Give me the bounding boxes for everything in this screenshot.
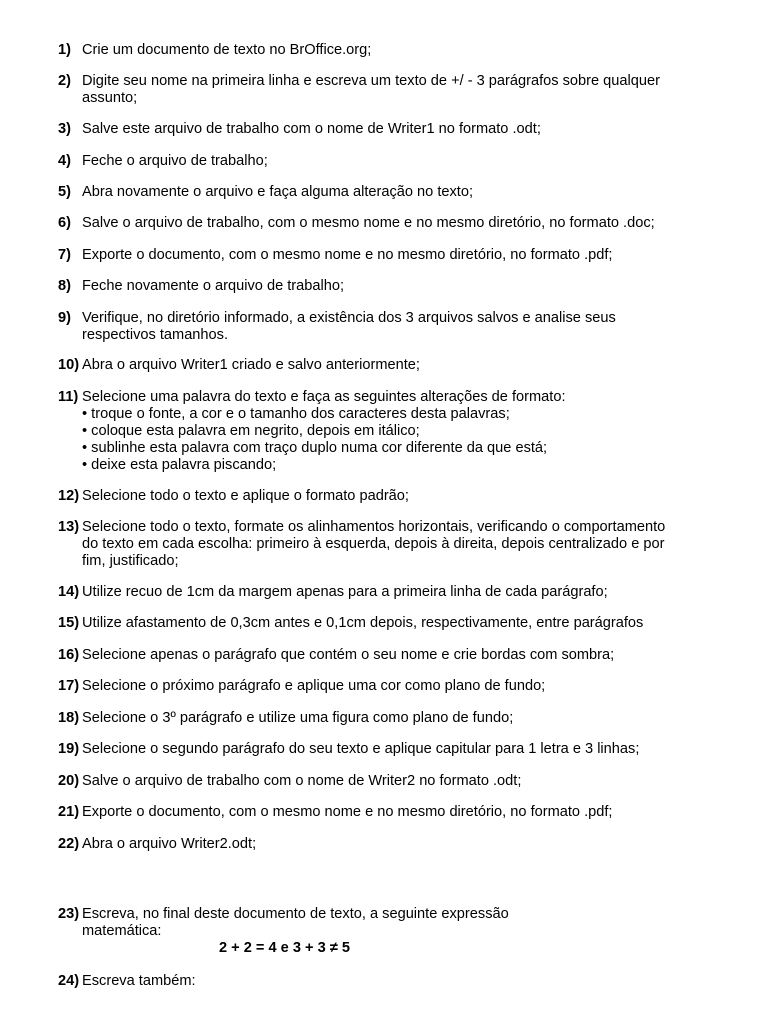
- text-line: Verifique, no diretório informado, a existência dos 3 arquivos salvos e analise seus: [82, 310, 616, 326]
- text-line: Exporte o documento, com o mesmo nome e no mesmo diretório, no formato .pdf;: [82, 804, 613, 820]
- item-text: [82, 973, 722, 990]
- text-line: matemática:: [82, 923, 162, 939]
- item-text: [82, 584, 722, 601]
- text-line: do texto em cada escolha: primeiro à esquerda, depois à direita, depois centralizado e por: [82, 536, 665, 552]
- item-number: 19): [58, 741, 80, 757]
- item-text: [82, 647, 722, 664]
- text-line: Abra o arquivo Writer1 criado e salvo anteriormente;: [82, 357, 420, 373]
- item-number: 8): [58, 278, 71, 294]
- item-number: 24): [58, 973, 80, 989]
- item-number: 3): [58, 121, 71, 137]
- bullet-line: • troque o fonte, a cor e o tamanho dos caracteres desta palavras;: [82, 406, 510, 422]
- item-text: [82, 906, 722, 940]
- item-number: 1): [58, 42, 71, 58]
- text-line: Salve o arquivo de trabalho, com o mesmo nome e no mesmo diretório, no formato .doc;: [82, 215, 655, 231]
- item-text: [82, 710, 722, 727]
- text-line: Selecione todo o texto e aplique o formato padrão;: [82, 488, 409, 504]
- text-line: Salve este arquivo de trabalho com o nome de Writer1 no formato .odt;: [82, 121, 541, 137]
- text-line: Abra o arquivo Writer2.odt;: [82, 836, 257, 852]
- bullet-line: • coloque esta palavra em negrito, depois em itálico;: [82, 423, 420, 439]
- item-number: 10): [58, 357, 80, 373]
- item-number: 13): [58, 519, 80, 535]
- text-line: Feche o arquivo de trabalho;: [82, 153, 268, 169]
- item-text: [82, 153, 722, 170]
- text-line: Feche novamente o arquivo de trabalho;: [82, 278, 345, 294]
- item-number: 4): [58, 153, 71, 169]
- text-line: assunto;: [82, 90, 138, 106]
- text-line: fim, justificado;: [82, 553, 179, 569]
- item-number: 5): [58, 184, 71, 200]
- item-text: [82, 215, 722, 232]
- item-text: [82, 804, 722, 821]
- text-line: Selecione o próximo parágrafo e aplique uma cor como plano de fundo;: [82, 678, 546, 694]
- item-number: 18): [58, 710, 80, 726]
- item-text: [82, 678, 722, 695]
- text-line: Digite seu nome na primeira linha e escreva um texto de +/ - 3 parágrafos sobre qualquer: [82, 73, 660, 89]
- item-number: 15): [58, 615, 80, 631]
- text-line: Escreva, no final deste documento de texto, a seguinte expressão: [82, 906, 509, 922]
- item-text: [82, 488, 722, 505]
- item-text: [82, 519, 722, 570]
- item-text: [82, 615, 722, 632]
- item-number: 22): [58, 836, 80, 852]
- item-number: 7): [58, 247, 71, 263]
- text-line: Escreva também:: [82, 973, 196, 989]
- item-text: [82, 389, 722, 474]
- text-line: Utilize afastamento de 0,3cm antes e 0,1cm depois, respectivamente, entre parágrafos: [82, 615, 644, 631]
- item-text: [82, 247, 722, 264]
- item-text: [82, 184, 722, 201]
- text-line: Selecione o segundo parágrafo do seu texto e aplique capitular para 1 letra e 3 linhas;: [82, 741, 640, 757]
- item-text: [82, 357, 722, 374]
- item-number: 11): [58, 389, 79, 405]
- text-line: Utilize recuo de 1cm da margem apenas para a primeira linha de cada parágrafo;: [82, 584, 608, 600]
- item-text: [82, 42, 722, 59]
- text-line: Selecione o 3º parágrafo e utilize uma figura como plano de fundo;: [82, 710, 514, 726]
- text-line: respectivos tamanhos.: [82, 327, 229, 343]
- text-line: Exporte o documento, com o mesmo nome e no mesmo diretório, no formato .pdf;: [82, 247, 613, 263]
- bullet-line: • sublinhe esta palavra com traço duplo numa cor diferente da que está;: [82, 440, 548, 456]
- item-text: [82, 741, 722, 758]
- item-text: [82, 121, 722, 138]
- text-line: Selecione apenas o parágrafo que contém o seu nome e crie bordas com sombra;: [82, 647, 615, 663]
- text-line: Abra novamente o arquivo e faça alguma alteração no texto;: [82, 184, 474, 200]
- item-number: 6): [58, 215, 71, 231]
- item-number: 20): [58, 773, 80, 789]
- text-line: Selecione todo o texto, formate os alinhamentos horizontais, verificando o comportamento: [82, 519, 666, 535]
- item-number: 12): [58, 488, 80, 504]
- item-text: [82, 278, 722, 295]
- item-number: 21): [58, 804, 80, 820]
- text-line: Crie um documento de texto no BrOffice.org;: [82, 42, 372, 58]
- item-number: 23): [58, 906, 80, 922]
- item-number: 14): [58, 584, 80, 600]
- item-text: [82, 73, 722, 107]
- item-text: [82, 836, 722, 853]
- item-text: [82, 773, 722, 790]
- item-number: 9): [58, 310, 71, 326]
- item-text: [82, 310, 722, 344]
- text-line: Salve o arquivo de trabalho com o nome de Writer2 no formato .odt;: [82, 773, 522, 789]
- text-line: Selecione uma palavra do texto e faça as seguintes alterações de formato:: [82, 389, 566, 405]
- item-number: 17): [58, 678, 80, 694]
- item-number: 16): [58, 647, 80, 663]
- item-number: 2): [58, 73, 71, 89]
- bullet-line: • deixe esta palavra piscando;: [82, 457, 277, 473]
- math-expression: 2 + 2 = 4 e 3 + 3 ≠ 5: [219, 940, 350, 956]
